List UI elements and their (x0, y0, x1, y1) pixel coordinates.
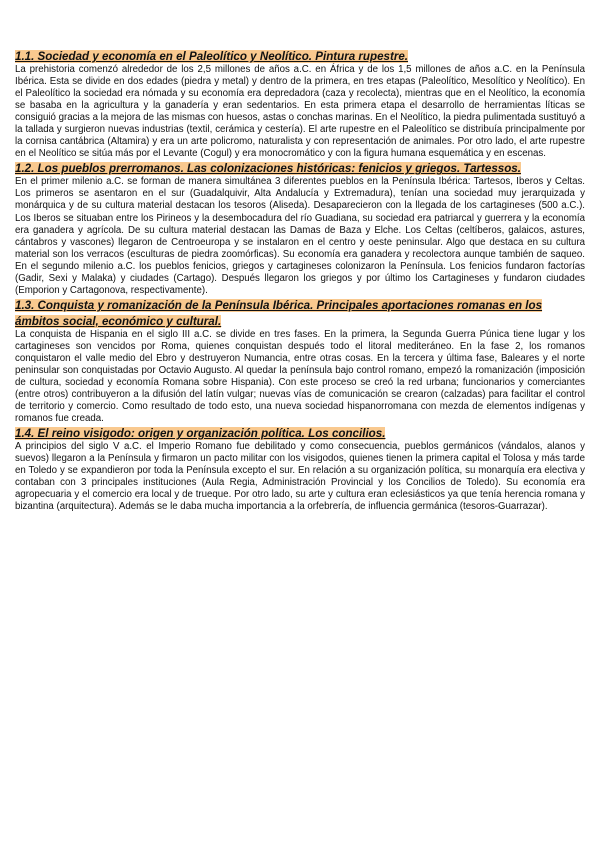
section-1-3 (15, 297, 585, 425)
section-title: 1.1. Sociedad y economía en el Paleolítico y Neolítico. Pintura rupestre. (15, 50, 409, 63)
section-paragraph: La conquista de Hispania en el siglo III a.C. se divide en tres fases. En la primera, la Segunda Guerra Púnica tiene lugar y los cartagineses son vencidos por Roma, quienes conquistan después todo el litoral mediteráneo. En la fase 2, los romanos conquistaron el valle medio del Ebro y destruyeron Numancia, entre otras cosas. En la tercera y última fase, Baleares y el norte peninsular son conquistadas por Octavio Augusto. Al quedar la península bajo control romano, empezó la romanización (imposición de cultura, sociedad y economía Romana sobre Hispania). Con este proceso se creó la red urbana; funcionarios y comerciantes (entre otros) contribuyeron a la difusión del latín vulgar; nuevas vías de comunicación se crearon (calzadas) para facilitar el control de territorio y comercio. Como resultado de todo esto, una nueva sociedad hispanorromana con mezda de elementos indígenas y romanos fue creada. (15, 328, 585, 425)
document-content (15, 48, 585, 514)
section-title: 1.3. Conquista y romanización de la Península Ibérica. Principales aportaciones romanas en los ámbitos social, económico y cultural. (15, 298, 543, 328)
section-paragraph: La prehistoria comenzó alrededor de los 2,5 millones de años a.C. en África y de los 1,5 millones de años a.C. en la Península Ibérica. Esta se divide en dos edades (piedra y metal) y dentro de la primera, en tres etapas (Paleolítico, Mesolítico y Neolítico). En el Paleolítico la sociedad era nómada y su economía era depredadora (caza y recolecta), mientras que en el Neolítico, la economía se basaba en la agricultura y la ganadería y eran sedentarios. En esta primera etapa el desarrollo de herramientas líticas se consiguió gracias a la mejora de las mismas con huesos, astas o conchas marinas. En el Neolítico, la piedra pulimentada sustituyó a la tallada y surgieron nuevas industrias (textil, cerámica y cestería). El arte rupestre en el Paleolítico se distribuía principalmente por la cornisa cantábrica (Altamira) y era un arte policromo, naturalista y con representación de animales. Por otro lado, el arte rupestre en el Neolítico se sitúa más por el Levante (Cogul) y era monocromático y con la figura humana esquemática y en escenas. (15, 64, 585, 160)
section-1-1 (15, 48, 585, 160)
section-1-2 (15, 160, 585, 296)
section-paragraph: A principios del siglo V a.C. el Imperio Romano fue debilitado y como consecuencia, pueblos germánicos (vándalos, alanos y suevos) llegaron a la Península y firmaron un pacto militar con los visigodos, quienes tienen la primera capital el Tolosa y más tarde en Toledo y se expandieron por toda la Península excepto el sur. En relación a su organización política, su monarquía era electiva y contaban con 3 principales instituciones (Aula Regia, Administración Provincial y los Concilios de Toledo). Su economía era agropecuaria y el comercio era local y de trueque. Por otro lado, su arte y cultura eran eclesiásticos ya que tenía herencia romana y bizantina (arquitectura). Además se le daba mucha importancia a la orfebrería, de influencia germánica (tesoros-Guarrazar). (15, 441, 585, 513)
section-title: 1.2. Los pueblos prerromanos. Las colonizaciones históricas: fenicios y griegos. Tartessos. (15, 162, 521, 176)
section-paragraph: En el primer milenio a.C. se forman de manera simultánea 3 diferentes pueblos en la Península Ibérica: Tartesos, Iberos y Celtas. Los primeros se asentaron en el sur (Guadalquivir, Alta Andalucía y Extremadura), tenían una sociedad muy jerarquizada y monárquica y de su cultura material destacan los tesoros (Aliseda). Desaparecieron con la llegada de los cartagineses (500 a.C.). Los Iberos se situaban entre los Pirineos y la desembocadura del río Guadiana, su sociedad era patriarcal y guerrera y la economía era ganadera y agrícola. De su cultura material destacan las Damas de Baza y Elche. Los Celtas (celtíberos, galaicos, astures, cántabros y vascones) llegaron de Centroeuropa y se instalaron en el centro y oeste peninsular. Algo que destaca en su cultura material son los verracos (esculturas de piedra zoomórficas). Su economía era ganadera y recolectora aunque también de saqueo. En el segundo milenio a.C. los pueblos fenicios, griegos y cartagineses colonizaron la Península. Los fenicios fundaron factorías (Gadir, Sexi y Malaka) y ciudades (Cartago). Después llegaron los griegos y por último los Cartagineses y fundaron ciudades (Emporion y Cartagonova, respectivamente). (15, 176, 585, 296)
section-1-4 (15, 425, 585, 513)
section-title: 1.4. El reino visigodo: origen y organización política. Los concilios. (15, 427, 386, 441)
